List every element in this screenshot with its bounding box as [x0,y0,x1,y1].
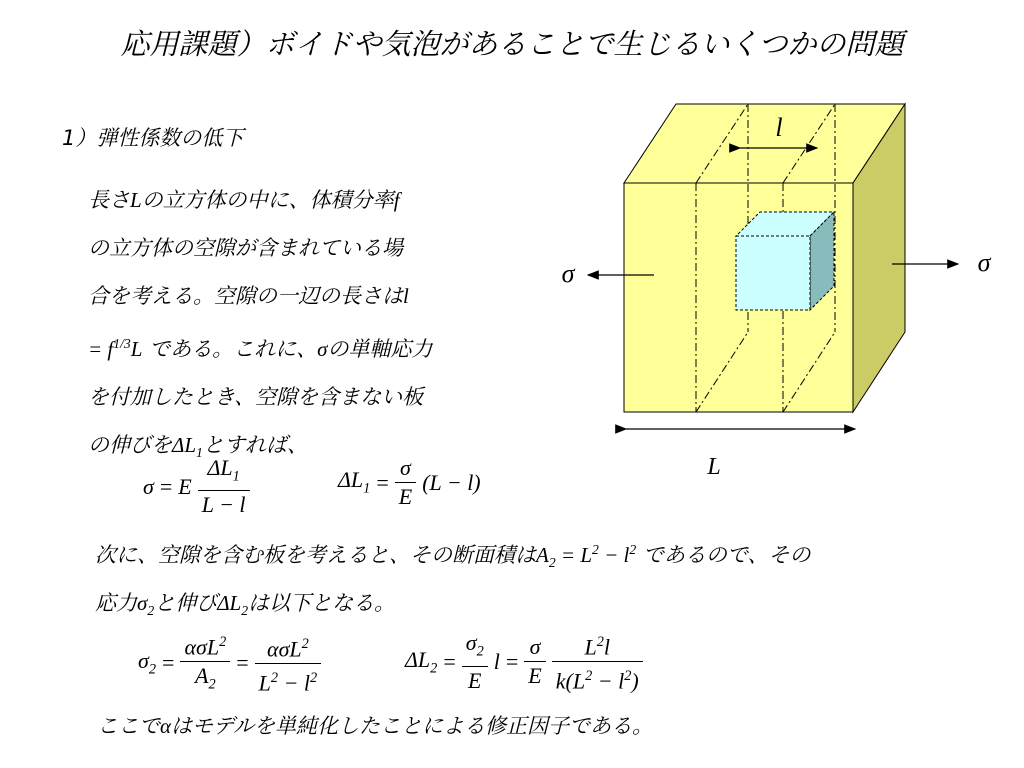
fraction-sigma2-over-e: $\frac{\sigma_2}{E}$ [462,629,488,694]
fraction-dl1-over-l: $\frac{\Delta L_1}{L - l}$ [198,454,250,519]
para1-line-6: の伸びを$\Delta L_1$とすれば、 [88,433,308,461]
fraction-sigma2-a: $\frac{\alpha\sigma L^2}{A_2}$ [180,628,230,699]
fraction-sigma-over-e-2: $\frac{\sigma}{E}$ [524,633,545,690]
para2-line-1: 次に、空隙を含む板を考えると、その断面積は$A_2 = L^2 - l^2$ であるので、その [95,542,811,571]
label-L: L [707,454,721,480]
label-sigma-right: σ [977,248,991,277]
fraction-l2l-over-k: $\frac{L^2l}{k(L^2 - l^2)}$ [552,628,643,696]
footer-note: ここでαはモデルを単純化したことによる修正因子である。 [97,714,653,738]
equation-sigma: σ = E $\frac{\Delta L_1}{L - l}$ [140,454,253,519]
cube-diagram [540,95,1020,495]
paragraph-void-plate [95,530,1015,631]
void-cube [736,212,834,310]
fraction-sigma2-b: $\frac{\alpha\sigma L^2}{L^2 - l^2}$ [255,630,322,698]
label-l-small: l [775,113,783,142]
paragraph-intro [88,176,528,477]
fraction-sigma-over-e: $\frac{\sigma}{E}$ [395,454,416,511]
equation-sigma2: $\sigma_2$ = $\frac{\alpha\sigma L^2}{A_2}$ = $\frac{\alpha\sigma L^2}{L^2 - l^2}$ [135,628,324,699]
equation-delta-l2: $\Delta L_2$ = $\frac{\sigma_2}{E}$ l = $\frac{\sigma}{E}$ $\frac{L^2l}{k(L^2 - l^2)}$ [402,628,646,696]
equation-delta-l1: $\Delta L_1$ = $\frac{\sigma}{E}$ (L − l) [338,455,481,509]
label-sigma-left: σ [561,259,575,288]
para1-line-5: を付加したとき、空隙を含まない板 [88,385,424,409]
section-heading: 1）弾性係数の低下 [62,126,244,150]
para1-line-4: = $f^{1/3}L$ である。これに、σの単軸応力 [88,336,433,361]
para2-line-2: 応力$\sigma_2$と伸び$\Delta L_2$は以下となる。 [95,591,396,619]
para1-line-1: 長さLの立方体の中に、体積分率f [88,188,400,212]
para1-line-3: 合を考える。空隙の一辺の長さはl [88,284,409,308]
para1-line-2: の立方体の空隙が含まれている場 [88,236,403,260]
slide-title: 応用課題）ボイドや気泡があることで生じるいくつかの問題 [120,27,904,61]
